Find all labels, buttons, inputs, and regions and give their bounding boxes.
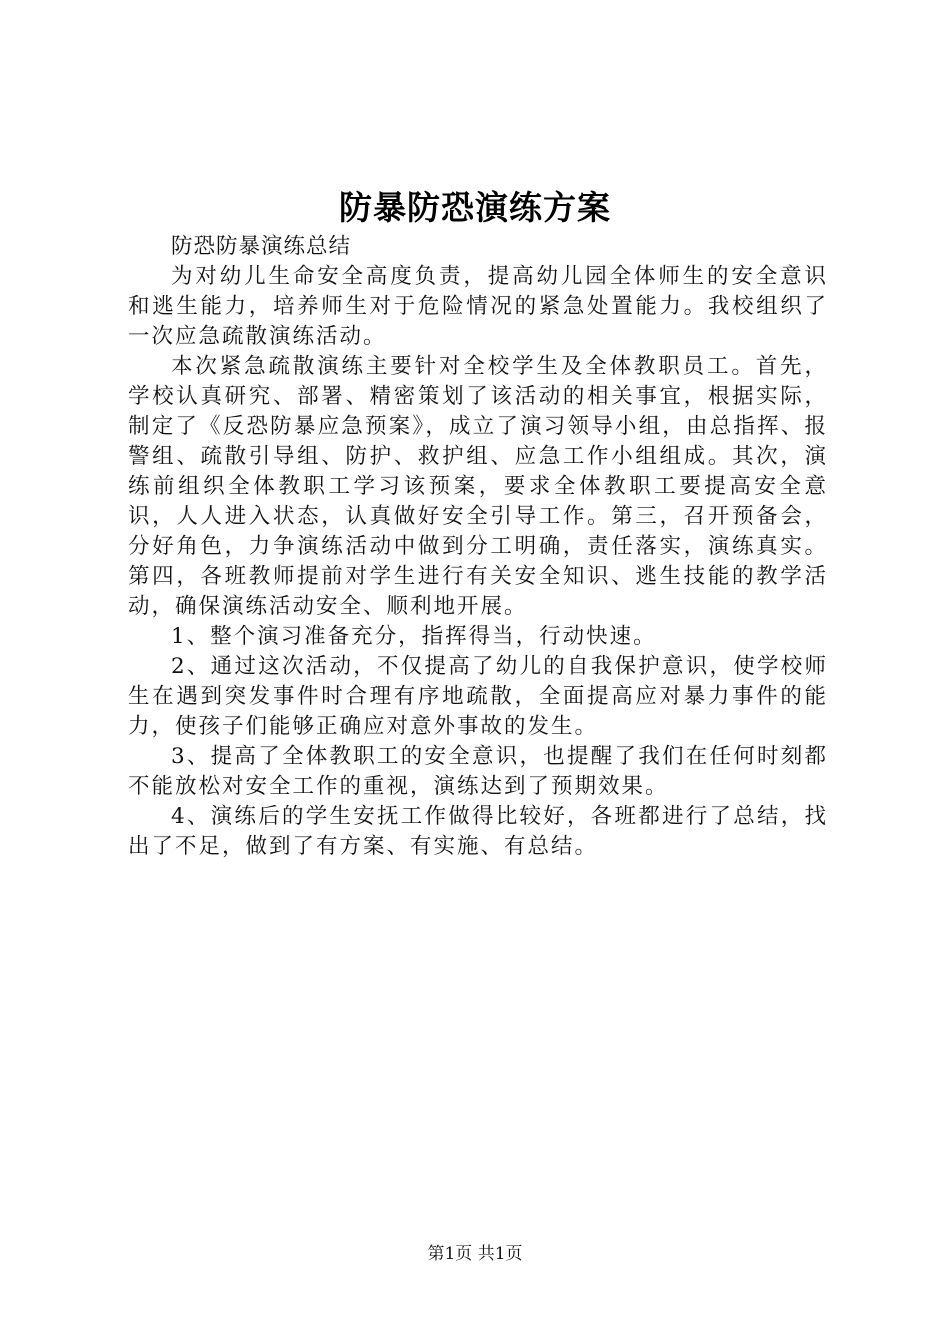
paragraph-point-2: 2、通过这次活动，不仅提高了幼儿的自我保护意识，使学校师生在遇到突发事件时合理有序地疏散，全面提高应对暴力事件的能力，使孩子们能够正确应对意外事故的发生。 bbox=[128, 654, 828, 739]
page-footer: 第1页 共1页 bbox=[427, 1244, 523, 1264]
document-body bbox=[128, 232, 828, 862]
document-subtitle: 防恐防暴演练总结 bbox=[171, 234, 352, 259]
paragraph-point-3: 3、提高了全体教职工的安全意识，也提醒了我们在任何时刻都不能放松对安全工作的重视，演练达到了预期效果。 bbox=[128, 744, 828, 799]
paragraph-point-4: 4、演练后的学生安抚工作做得比较好，各班都进行了总结，找出了不足，做到了有方案、有实施、有总结。 bbox=[128, 804, 828, 859]
document-title: 防暴防恐演练方案 bbox=[339, 188, 611, 227]
paragraph-details: 本次紧急疏散演练主要针对全校学生及全体教职员工。首先，学校认真研究、部署、精密策划了该活动的相关事宜，根据实际，制定了《反恐防暴应急预案》，成立了演习领导小组，由总指挥、报警组、疏散引导组、防护、救护组、应急工作小组组成。其次，演练前组织全体教职工学习该预案，要求全体教职工要提高安全意识，人人进入状态，认真做好安全引导工作。第三，召开预备会，分好角色，力争演练活动中做到分工明确，责任落实，演练真实。第四，各班教师提前对学生进行有关安全知识、逃生技能的教学活动，确保演练活动安全、顺利地开展。 bbox=[128, 354, 828, 619]
paragraph-point-1: 1、整个演习准备充分，指挥得当，行动快速。 bbox=[171, 624, 657, 649]
paragraph-intro: 为对幼儿生命安全高度负责，提高幼儿园全体师生的安全意识和逃生能力，培养师生对于危险情况的紧急处置能力。我校组织了一次应急疏散演练活动。 bbox=[128, 264, 828, 349]
